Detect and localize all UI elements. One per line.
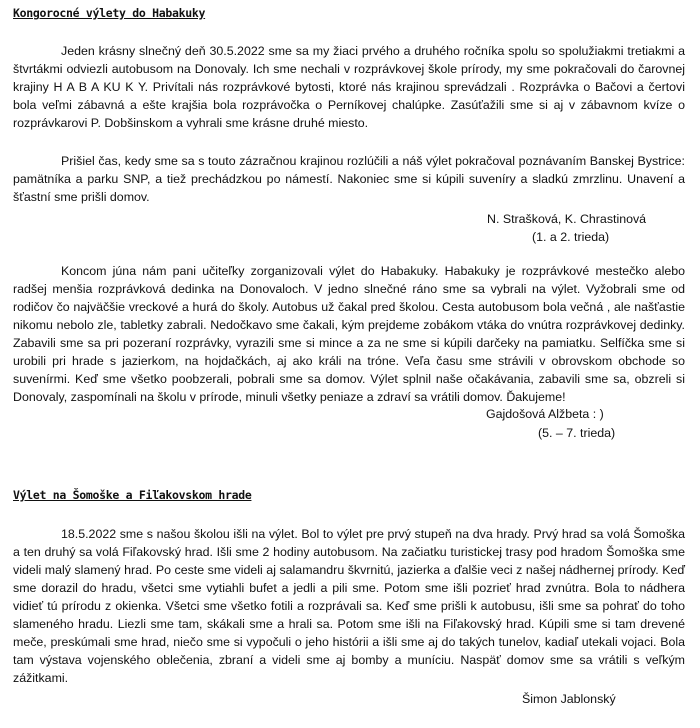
section-1-paragraph-1: Jeden krásny slnečný deň 30.5.2022 sme sa my žiaci prvého a druhého ročníka spolu so spolužiakmi tretiakmi a štvrtákmi odviezli autobusom na Donovaly. Ich sme nechali v rozprávkovej škole prírody, my sme pokračovali do čarovnej krajiny H A B A KU K Y. Privítali nás rozprávkové bytosti, ktoré nás krajinou sprevádzali . Rozprávka o Bačovi a čertovi bola veľmi zábavná a ešte krajšia bola rozprávočka o Perníkovej chalúpke. Zasúťažili sme si aj v zábavnom kvíze o rozprávkarovi P. Dobšinskom a vyhrali sme krásne druhé miesto. (13, 44, 685, 130)
section-2-paragraph: Koncom júna nám pani učiteľky zorganizovali výlet do Habakuky. Habakuky je rozprávkové mestečko alebo radšej menšia rozprávková dedinka na Donovaloch. V jedno slnečné ráno sme sa vybrali na výlet. Vyžobrali sme od rodičov čo najväčšie vreckové a hurá do školy. Autobus už čakal pred školou. Cesta autobusom bola večná , ale našťastie nikomu nebolo zle, tabletky zabrali. Nedočkavo sme čakali, kým prejdeme zobákom vtáka do vnútra rozprávkovej dedinky. Zabavili sme sa pri pozeraní rozprávky, vyrazili sme si mince a za ne sme si kúpili darčeky na pamiatku. Selfíčka sme si urobili pri hrade s jazierkom, na hojdačkách, aj ako králi na tróne. Veľa času sme strávili v obrovskom obchode so suvenírmi. Keď sme všetko poobzerali, pobrali sme sa domov. Výlet splnil naše očakávania, zabavili sme sa, obzreli si Donovaly, zaspomínali na školu v prírode, minuli všetky peniaze a zdraví sa vrátili domov. Ďakujeme! (13, 264, 685, 404)
section-2-signature-name: Gajdošová Alžbeta : ) (486, 407, 604, 421)
section-1-signature-class: (1. a 2. trieda) (532, 230, 610, 244)
section-1-paragraph-2: Prišiel čas, kedy sme sa s touto zázračnou krajinou rozlúčili a náš výlet pokračoval poznávaním Banskej Bystrice: pamätníka a parku SNP, a tiež prechádzkou po námestí. Nakoniec sme si kúpili suveníry a sladkú zmrzlinu. Unavení a šťastní sme prišli domov. (13, 154, 685, 204)
section-3-signature-name: Šimon Jablonský (522, 692, 616, 706)
section-2-signature-class: (5. – 7. trieda) (538, 426, 616, 440)
section-3-title: Výlet na Šomoške a Fiľakovskom hrade (13, 488, 252, 502)
section-3-paragraph: 18.5.2022 sme s našou školou išli na výlet. Bol to výlet pre prvý stupeň na dva hrady. Prvý hrad sa volá Šomoška a ten druhý sa volá Fiľakovský hrad. Išli sme 2 hodiny autobusom. Na začiatku turistickej trasy pod hradom Šomoška sme videli malý slamený hrad. Po ceste sme videli aj salamandru škvrnitú, jazierka a ďalšie veci z našej nádhernej prírody. Keď sme dorazil do hradu, všetci sme vytiahli bufet a jedli a pili sme. Potom sme išli pozrieť hrad zvnútra. Bola to nádhera vidieť tú prírodu z okienka. Všetci sme všetko fotili a rozprávali sa. Keď sme prišli k autobusu, išli sme sa pohrať do toho slameného hradu. Liezli sme tam, skákali sme a hrali sa. Potom sme išli na Fiľakovský hrad. Kúpili sme si tam drevené meče, preskúmali sme hrad, niečo sme si vypočuli o jeho histórii a išli sme aj do takých tunelov, kadiaľ utekali vojaci. Bola tam výstava vojenského oblečenia, zbraní a videli sme aj bomby a muníciu. Naspäť domov sme sa vrátili s veľkým zážitkami. (13, 527, 685, 685)
section-1-signature-name: N. Strašková, K. Chrastinová (487, 212, 647, 226)
section-1-title: Kongorocné výlety do Habakuky (13, 6, 206, 20)
